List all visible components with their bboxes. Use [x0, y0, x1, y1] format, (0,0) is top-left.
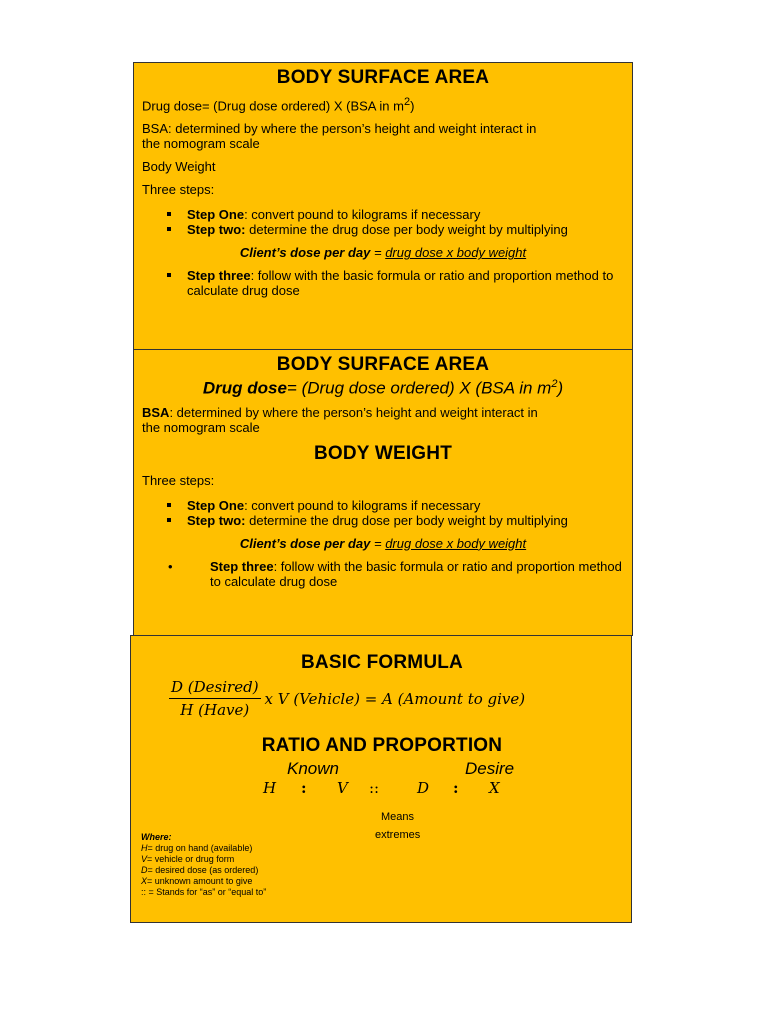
where-x: X= unknown amount to give: [141, 876, 253, 886]
card1-title: BODY SURFACE AREA: [276, 67, 490, 88]
card1-body-weight: Body Weight: [142, 159, 216, 175]
basic-formula-title: BASIC FORMULA: [301, 652, 463, 673]
where-label: Where:: [141, 832, 172, 842]
card2-client-dose: Client’s dose per day = drug dose x body weight: [239, 535, 527, 551]
basic-formula-equation: [169, 678, 623, 719]
ratio-h: H: [263, 779, 277, 797]
where-colon: :: = Stands for “as” or “equal to”: [141, 887, 267, 897]
card-bsa-2: [133, 349, 633, 636]
ratio-proportion-title: RATIO AND PROPORTION: [261, 735, 503, 756]
card1-steps-list: [142, 207, 624, 237]
card2-step-three-list: [142, 559, 624, 589]
fraction-numerator: D (Desired): [169, 678, 261, 699]
ratio-double-colon: ::: [369, 779, 380, 797]
card1-step-three-list: [142, 268, 624, 298]
card2-bsa: BSA: determined by where the person’s height and weight interact in the nomogram scale: [142, 404, 538, 435]
where-legend: [141, 832, 266, 898]
known-desire-row: [141, 759, 623, 779]
card2-body-weight: BODY WEIGHT: [313, 442, 453, 464]
ratio-row: [141, 779, 623, 799]
card2-step-three: • Step three: follow with the basic formula or ratio and proportion method to calculate drug dose: [210, 559, 624, 589]
card2-three-steps: Three steps:: [142, 472, 215, 488]
card2-step-one: Step One: convert pound to kilograms if necessary: [187, 498, 624, 513]
desire-label: Desire: [465, 759, 515, 778]
formula-fraction: [169, 678, 261, 719]
where-d: D= desired dose (as ordered): [141, 865, 259, 875]
fraction-denominator: H (Have): [180, 701, 250, 719]
ratio-colon-1: :: [301, 779, 307, 797]
card1-step-three: Step three: follow with the basic formula or ratio and proportion method to calculate drug dose: [187, 268, 624, 298]
card2-steps-list: [142, 498, 624, 528]
where-h: H= drug on hand (available): [141, 843, 253, 853]
card1-drug-dose: Drug dose= (Drug dose ordered) X (BSA in $m^2$): [142, 96, 415, 114]
card1-three-steps: Three steps:: [142, 182, 215, 198]
means-label: Means: [381, 811, 415, 823]
ratio-v: V: [337, 779, 348, 797]
known-label: Known: [287, 759, 339, 778]
card2-drug-dose: Drug dose= (Drug dose ordered) X (BSA in $m^2$): [202, 378, 564, 398]
card1-client-dose: Client’s dose per day = drug dose x body weight: [239, 245, 527, 261]
ratio-d: D: [417, 779, 430, 797]
formula-rest: x V (Vehicle) = A (Amount to give): [264, 689, 526, 708]
card2-title: BODY SURFACE AREA: [276, 354, 490, 375]
card1-bsa: BSA: determined by where the person’s height and weight interact in the nomogram scale: [142, 121, 537, 152]
card-formulas: [130, 635, 632, 923]
ratio-colon-2: :: [453, 779, 459, 797]
extremes-label: extremes: [375, 829, 421, 841]
card-bsa-1: [133, 62, 633, 350]
card1-step-one: Step One: convert pound to kilograms if necessary: [187, 207, 624, 222]
ratio-x: X: [489, 779, 500, 797]
card1-step-two: Step two: determine the drug dose per body weight by multiplying: [187, 222, 624, 237]
where-v: V= vehicle or drug form: [141, 854, 235, 864]
card2-step-two: Step two: determine the drug dose per body weight by multiplying: [187, 513, 624, 528]
